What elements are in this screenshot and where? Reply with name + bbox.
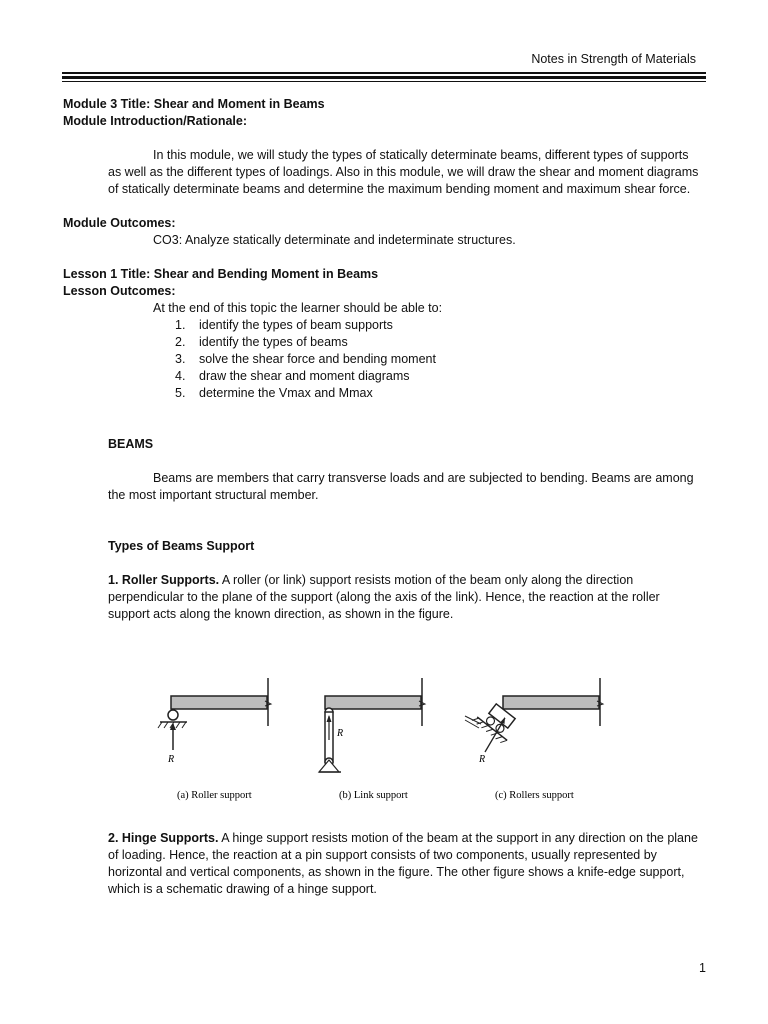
module-intro-heading: Module Introduction/Rationale:: [63, 114, 248, 128]
support-types-figure: [147, 668, 623, 816]
hinge-support-paragraph: [108, 830, 708, 898]
header-rule-middle: [62, 76, 706, 79]
caption-roller-support: (a) Roller support: [177, 790, 252, 801]
module-title-label: Module 3 Title:: [63, 97, 151, 111]
module-outcome-co3: CO3: Analyze statically determinate and indeterminate structures.: [153, 233, 516, 247]
beams-paragraph: Beams are members that carry transverse loads and are subjected to bending. Beams are among the most important structural member.: [108, 471, 694, 502]
lesson-outcomes-intro: At the end of this topic the learner should be able to:: [153, 301, 443, 315]
page-number: 1: [699, 961, 706, 975]
lesson-outcomes-heading: Lesson Outcomes:: [63, 284, 176, 298]
list-item: 1. identify the types of beam supports: [175, 318, 393, 332]
beams-heading: BEAMS: [108, 437, 154, 451]
roller-support-label: 1. Roller Supports.: [108, 573, 220, 587]
module-outcomes-heading: Module Outcomes:: [63, 216, 176, 230]
module-intro-paragraph: In this module, we will study the types of statically determinate beams, different types of supports as well as the different types of loadings. Also in this module, we will draw the shear and moment diagrams of statically determinate beams and determine the maximum bending moment and maximum shear force.: [108, 148, 699, 196]
support-types-heading: Types of Beams Support: [108, 539, 255, 553]
reaction-label: R: [337, 728, 344, 739]
main-content: [63, 96, 703, 623]
module-title: [63, 96, 703, 113]
lesson-title-text: Shear and Bending Moment in Beams: [150, 267, 379, 281]
header-rule-top: [62, 72, 706, 74]
caption-rollers-support: (c) Rollers support: [495, 790, 574, 801]
hinge-support-label: 2. Hinge Supports.: [108, 831, 219, 845]
reaction-label: R: [168, 754, 175, 765]
lesson-title-label: Lesson 1 Title:: [63, 267, 151, 281]
reaction-label: R: [479, 754, 486, 765]
header-title: Notes in Strength of Materials: [531, 52, 696, 66]
lesson-title: [63, 266, 703, 283]
list-item: 3. solve the shear force and bending moment: [175, 352, 436, 366]
header-rule-bottom: [62, 81, 706, 82]
list-item: 5. determine the Vmax and Mmax: [175, 386, 373, 400]
roller-support-text: A roller (or link) support resists motion of the beam only along the direction perpendicular to the plane of the support (along the axis of the link). Hence, the reaction at the roller support acts along the known direction, as shown in the figure.: [108, 573, 660, 621]
module-title-text: Shear and Moment in Beams: [150, 97, 325, 111]
list-item: 4. draw the shear and moment diagrams: [175, 369, 410, 383]
list-item: 2. identify the types of beams: [175, 335, 348, 349]
lesson-outcomes-list: [63, 317, 703, 402]
roller-support-paragraph: [108, 572, 703, 623]
hinge-support-text: A hinge support resists motion of the beam at the support in any direction on the plane of loading. Hence, the reaction at a pin support consists of two components, usually represented by horizontal and vertical components, as shown in the figure. The other figure shows a knife-edge support, which is a schematic drawing of a hinge support.: [108, 831, 698, 896]
caption-link-support: (b) Link support: [339, 790, 408, 801]
